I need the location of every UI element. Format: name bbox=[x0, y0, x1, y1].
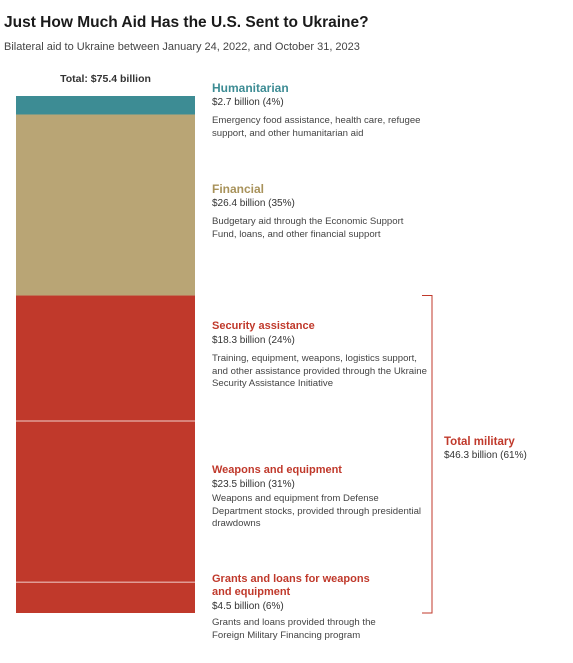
label-grants-and-loans bbox=[212, 573, 382, 642]
segment-description: Weapons and equipment from Defense Department stocks, provided through presidential drawdowns bbox=[212, 493, 422, 529]
segment-value: $4.5 billion (6%) bbox=[212, 601, 284, 612]
segment-value: $23.5 billion (31%) bbox=[212, 479, 295, 490]
segment-description: Emergency food assistance, health care, refugee support, and other humanitarian aid bbox=[212, 115, 421, 139]
segment-value: $26.4 billion (35%) bbox=[212, 198, 295, 209]
label-financial bbox=[212, 183, 427, 241]
bar-segment-grants-and-loans bbox=[16, 582, 195, 613]
segment-value: $2.7 billion (4%) bbox=[212, 97, 284, 108]
total-label: Total: $75.4 billion bbox=[60, 73, 151, 85]
segment-name: Humanitarian bbox=[212, 81, 289, 95]
segment-name: Grants and loans for weapons and equipment bbox=[212, 573, 370, 598]
bar-segment-financial bbox=[16, 115, 195, 296]
segment-description: Budgetary aid through the Economic Support Fund, loans, and other financial support bbox=[212, 216, 404, 240]
segment-description: Grants and loans provided through the Foreign Military Financing program bbox=[212, 617, 376, 641]
group-name: Total military bbox=[444, 436, 515, 448]
group-label-total-military bbox=[444, 435, 527, 463]
bar-segment-humanitarian bbox=[16, 96, 195, 115]
label-humanitarian bbox=[212, 82, 427, 140]
segment-value: $18.3 billion (24%) bbox=[212, 335, 295, 346]
chart-title: Just How Much Aid Has the U.S. Sent to Ukraine? bbox=[4, 14, 369, 31]
label-security-assistance bbox=[212, 320, 427, 391]
label-weapons-and-equipment bbox=[212, 464, 427, 531]
bar-segment-weapons-and-equipment bbox=[16, 421, 195, 582]
bar-segment-security-assistance bbox=[16, 296, 195, 421]
group-value: $46.3 billion (61%) bbox=[444, 450, 527, 461]
segment-name: Security assistance bbox=[212, 320, 315, 332]
segment-name: Financial bbox=[212, 182, 265, 196]
chart-subtitle: Bilateral aid to Ukraine between January 24, 2022, and October 31, 2023 bbox=[4, 41, 360, 53]
segment-description: Training, equipment, weapons, logistics support, and other assistance provided through the Ukraine Security Assistance Initiative bbox=[212, 353, 427, 389]
segment-name: Weapons and equipment bbox=[212, 464, 342, 476]
